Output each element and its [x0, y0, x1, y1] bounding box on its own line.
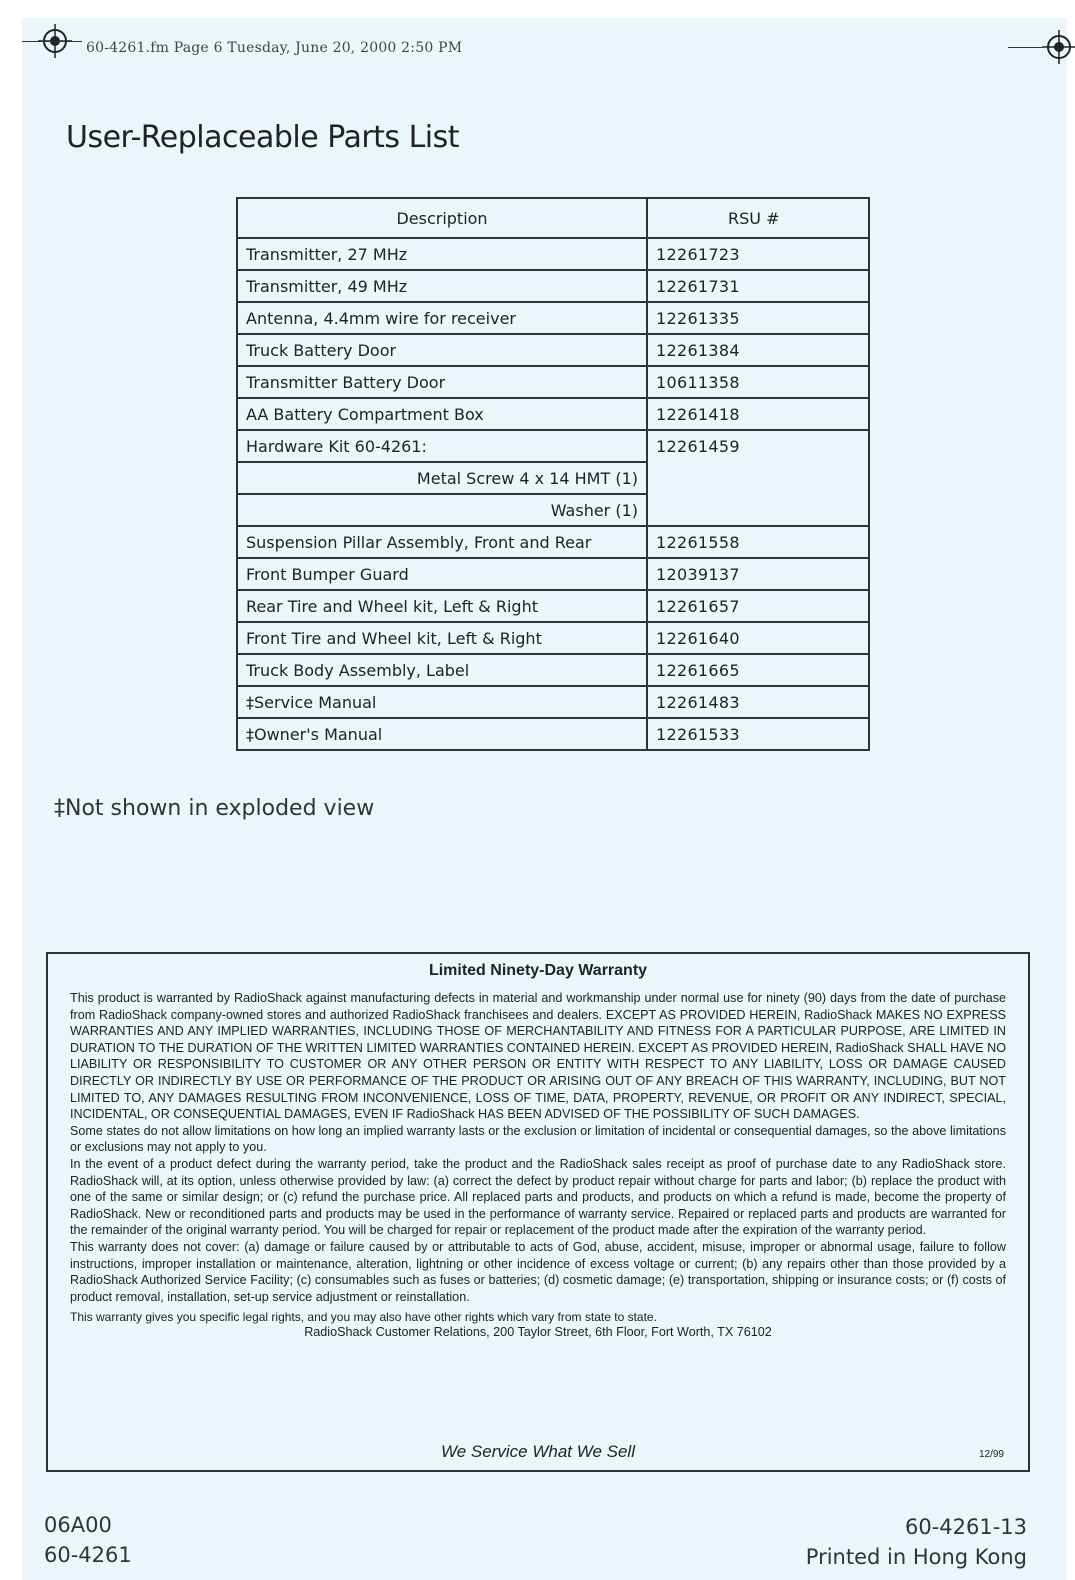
warranty-slogan: We Service What We Sell — [441, 1442, 635, 1461]
table-row — [237, 622, 869, 654]
part-description: Truck Body Assembly, Label — [237, 654, 647, 686]
table-row — [237, 238, 869, 270]
part-rsu: 10611358 — [647, 366, 869, 398]
warranty-disclaimer: EXCEPT AS PROVIDED HEREIN, RadioShack MAKES NO EXPRESS WARRANTIES AND ANY IMPLIED WARRANTIES, INCLUDING THOSE OF MERCHANTABILITY AND FITNESS FOR A PARTICULAR PURPOSE, ARE LIMITED IN DURATION TO THE DURATION OF THE WRITTEN LIMITED WARRANTIES CONTAINED HEREIN. EXCEPT AS PROVIDED HEREIN, RadioShack SHALL HAVE NO LIABILITY OR RESPONSIBILITY TO CUSTOMER OR ANY OTHER PERSON OR ENTITY WITH RESPECT TO ANY LIABILITY, LOSS OR DAMAGE CAUSED DIRECTLY OR INDIRECTLY BY USE OR PERFORMANCE OF THE PRODUCT OR ARISING OUT OF ANY BREACH OF THIS WARRANTY, INCLUDING, BUT NOT LIMITED TO, ANY DAMAGES RESULTING FROM INCONVENIENCE, LOSS OF TIME, DATA, PROPERTY, REVENUE, OR PROFIT OR ANY INDIRECT, SPECIAL, INCIDENTAL, OR CONSEQUENTIAL DAMAGES, EVEN IF RadioShack HAS BEEN ADVISED OF THE POSSIBILITY OF SUCH DAMAGES. — [70, 1007, 1006, 1122]
footer-print-code: 06A00 — [44, 1513, 112, 1537]
part-description: Hardware Kit 60-4261: — [237, 430, 647, 462]
warranty-text: This product is warranted by RadioShack against manufacturing defects in material and workmanship under normal use for ninety (90) days from the date of purchase from RadioShack company-owned stores and authorized RadioShack franchisees and dealers. — [70, 991, 1006, 1022]
table-row — [237, 302, 869, 334]
part-description: Truck Battery Door — [237, 334, 647, 366]
footer-document-number: 60-4261-13 — [904, 1515, 1027, 1539]
parts-table — [236, 197, 870, 751]
warranty-rights: This warranty gives you specific legal rights, and you may also have other rights which vary from state to state. — [70, 1310, 657, 1325]
registration-rule — [22, 41, 82, 42]
table-row — [237, 270, 869, 302]
kit-item-description: Washer (1) — [237, 494, 647, 526]
warranty-box — [46, 952, 1030, 1472]
table-row — [237, 654, 869, 686]
table-row — [237, 558, 869, 590]
part-rsu: 12261723 — [647, 238, 869, 270]
table-header-row — [237, 198, 869, 238]
table-row — [237, 686, 869, 718]
part-description: AA Battery Compartment Box — [237, 398, 647, 430]
warranty-paragraph — [70, 990, 1006, 1123]
table-row — [237, 526, 869, 558]
part-rsu: 12039137 — [647, 558, 869, 590]
part-rsu: 12261459 — [647, 430, 869, 526]
registration-rule — [1008, 47, 1042, 48]
part-description: Transmitter, 27 MHz — [237, 238, 647, 270]
part-rsu: 12261640 — [647, 622, 869, 654]
table-row — [237, 590, 869, 622]
table-row — [237, 430, 869, 462]
table-row — [237, 398, 869, 430]
warranty-date-code: 12/99 — [978, 1449, 1004, 1460]
kit-item-description: Metal Screw 4 x 14 HMT (1) — [237, 462, 647, 494]
print-header: 60-4261.fm Page 6 Tuesday, June 20, 2000 2:50 PM — [86, 40, 463, 56]
part-description: Front Tire and Wheel kit, Left & Right — [237, 622, 647, 654]
part-rsu: 12261657 — [647, 590, 869, 622]
column-header-description: Description — [237, 198, 647, 238]
registration-mark-icon — [1042, 30, 1075, 64]
part-rsu: 12261731 — [647, 270, 869, 302]
part-rsu: 12261384 — [647, 334, 869, 366]
table-row — [237, 718, 869, 750]
part-description: Antenna, 4.4mm wire for receiver — [237, 302, 647, 334]
part-rsu: 12261335 — [647, 302, 869, 334]
column-header-rsu: RSU # — [647, 198, 869, 238]
footnote: ‡Not shown in exploded view — [54, 796, 375, 821]
part-description: ‡Owner's Manual — [237, 718, 647, 750]
part-description: Suspension Pillar Assembly, Front and Rear — [237, 526, 647, 558]
warranty-title: Limited Ninety-Day Warranty — [428, 962, 648, 979]
part-description: Rear Tire and Wheel kit, Left & Right — [237, 590, 647, 622]
customer-relations-address: RadioShack Customer Relations, 200 Taylor Street, 6th Floor, Fort Worth, TX 76102 — [304, 1325, 772, 1340]
table-row — [237, 334, 869, 366]
part-rsu: 12261665 — [647, 654, 869, 686]
footer-printed-in: Printed in Hong Kong — [805, 1545, 1027, 1569]
table-row — [237, 366, 869, 398]
warranty-paragraph: In the event of a product defect during the warranty period, take the product and the RadioShack sales receipt as proof of purchase date to any RadioShack store. RadioShack will, at its option, unless otherwise provided by law: (a) correct the defect by product repair without charge for parts and labor; (b) replace the product with one of the same or similar design; or (c) refund the purchase price. All replaced parts and products, and products on which a refund is made, become the property of RadioShack. New or reconditioned parts and products may be used in the performance of warranty service. Repaired or replaced parts and products are warranted for the remainder of the original warranty period. You will be charged for repair or replacement of the product made after the expiration of the warranty period. — [70, 1156, 1006, 1238]
part-description: Transmitter, 49 MHz — [237, 270, 647, 302]
part-description: Front Bumper Guard — [237, 558, 647, 590]
part-rsu: 12261558 — [647, 526, 869, 558]
warranty-paragraph: This warranty does not cover: (a) damage or failure caused by or attributable to acts of God, abuse, accident, misuse, improper or abnormal usage, failure to follow instructions, improper installation or maintenance, alteration, lightning or other incidence of excess voltage or current; (b) any repairs other than those provided by a RadioShack Authorized Service Facility; (c) consumables such as fuses or batteries; (d) cosmetic damage; (e) transportation, shipping or insurance costs; or (f) costs of product removal, installation, set-up service adjustment or reinstallation. — [70, 1239, 1006, 1304]
part-description: ‡Service Manual — [237, 686, 647, 718]
part-rsu: 12261483 — [647, 686, 869, 718]
footer-left — [44, 1510, 132, 1570]
part-rsu: 12261418 — [647, 398, 869, 430]
footer-right — [806, 1512, 1027, 1572]
footer-catalog-number: 60-4261 — [44, 1543, 132, 1567]
page-title: User-Replaceable Parts List — [66, 120, 460, 155]
part-rsu: 12261533 — [647, 718, 869, 750]
warranty-paragraph: Some states do not allow limitations on how long an implied warranty lasts or the exclusion or limitation of incidental or consequential damages, so the above limitations or exclusions may not apply to you. — [70, 1123, 1006, 1155]
part-description: Transmitter Battery Door — [237, 366, 647, 398]
